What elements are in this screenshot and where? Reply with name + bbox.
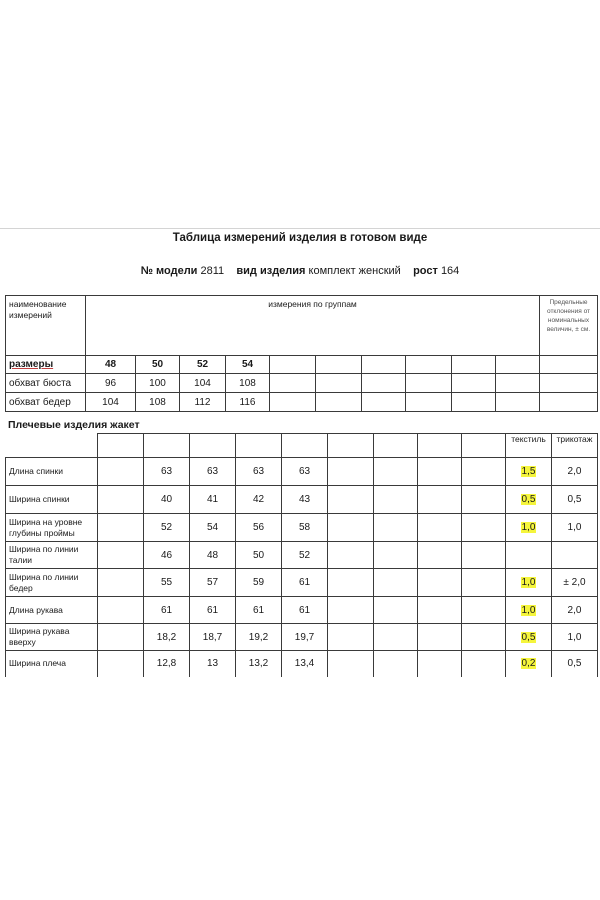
sizes-label: размеры — [9, 359, 54, 370]
table-cell: 18,2 — [144, 624, 190, 651]
table-cell: 41 — [190, 486, 236, 514]
sizes-row — [6, 356, 598, 374]
row-label: Длина спинки — [6, 458, 98, 486]
knit-header: трикотаж — [552, 434, 598, 458]
row-label: обхват бедер — [6, 393, 86, 412]
textile-tolerance: 1,0 — [521, 577, 536, 588]
name-column-header: наименование измерений — [6, 296, 86, 356]
row-label: Ширина плеча — [6, 651, 98, 677]
jacket-table — [5, 433, 598, 677]
table-cell: 48 — [190, 542, 236, 569]
row-label: Длина рукава — [6, 597, 98, 624]
type-value: комплект женский — [308, 265, 401, 277]
table-cell: 50 — [236, 542, 282, 569]
table-cell: 108 — [136, 393, 180, 412]
table-cell: 13 — [190, 651, 236, 677]
table-cell: 56 — [236, 514, 282, 542]
table-cell: 59 — [236, 569, 282, 597]
textile-tolerance: 0,2 — [521, 658, 536, 670]
table-row — [6, 486, 598, 514]
table-cell: 13,4 — [282, 651, 328, 677]
table-cell: 12,8 — [144, 651, 190, 677]
table-row — [6, 458, 598, 486]
page-title: Таблица измерений изделия в готовом виде — [172, 232, 428, 244]
table-cell: 104 — [86, 393, 136, 412]
textile-tolerance: 1,0 — [521, 522, 536, 533]
knit-tolerance: 2,0 — [552, 458, 598, 486]
table-row — [6, 514, 598, 542]
row-label: Ширина по линии талии — [6, 542, 98, 569]
table-cell: 96 — [86, 374, 136, 393]
table-cell: 108 — [226, 374, 270, 393]
textile-tolerance: 0,5 — [521, 494, 536, 505]
table-cell: 46 — [144, 542, 190, 569]
deviation-column-header: Предельные отклонения от номинальных величин, ± см. — [540, 296, 598, 356]
table-row — [6, 569, 598, 597]
model-line — [0, 265, 600, 277]
size-cell: 52 — [180, 356, 226, 374]
type-label: вид изделия — [236, 265, 306, 277]
table-cell: 57 — [190, 569, 236, 597]
size-cell: 48 — [86, 356, 136, 374]
table-cell: 63 — [236, 458, 282, 486]
row-label: Ширина по линии бедер — [6, 569, 98, 597]
table-cell: 42 — [236, 486, 282, 514]
table-cell: 112 — [180, 393, 226, 412]
textile-tolerance: 1,0 — [521, 604, 536, 616]
table-row — [6, 624, 598, 651]
row-label: Ширина рукава вверху — [6, 624, 98, 651]
table-cell: 63 — [144, 458, 190, 486]
table-cell: 63 — [190, 458, 236, 486]
model-label: № модели — [140, 265, 198, 277]
table-cell: 43 — [282, 486, 328, 514]
size-cell: 54 — [226, 356, 270, 374]
table-row — [6, 542, 598, 569]
table-cell: 54 — [190, 514, 236, 542]
row-label: обхват бюста — [6, 374, 86, 393]
table-cell: 61 — [282, 569, 328, 597]
table-cell: 63 — [282, 458, 328, 486]
textile-tolerance: 0,5 — [521, 631, 536, 643]
table-row — [6, 651, 598, 677]
height-label: рост — [413, 265, 438, 277]
textile-tolerance — [506, 542, 552, 569]
table-cell: 19,7 — [282, 624, 328, 651]
tolerance-header-row — [6, 434, 598, 458]
knit-tolerance: 0,5 — [552, 651, 598, 677]
table-cell: 61 — [236, 597, 282, 624]
table-cell: 100 — [136, 374, 180, 393]
table-row — [6, 597, 598, 624]
textile-tolerance: 1,5 — [521, 466, 536, 477]
section-title: Плечевые изделия жакет — [8, 419, 140, 431]
table-cell: 52 — [282, 542, 328, 569]
height-value: 164 — [440, 265, 460, 277]
knit-tolerance: 1,0 — [552, 624, 598, 651]
row-label: Ширина на уровне глубины проймы — [6, 514, 98, 542]
knit-tolerance — [552, 542, 598, 569]
table-cell: 18,7 — [190, 624, 236, 651]
table-cell: 19,2 — [236, 624, 282, 651]
knit-tolerance: 2,0 — [552, 597, 598, 624]
table-row — [6, 393, 598, 412]
page-top-rule — [0, 228, 600, 229]
header-row — [6, 296, 598, 356]
table-cell: 58 — [282, 514, 328, 542]
size-cell: 50 — [136, 356, 180, 374]
table-cell: 13,2 — [236, 651, 282, 677]
table-cell: 61 — [282, 597, 328, 624]
table-cell: 61 — [144, 597, 190, 624]
table-cell: 55 — [144, 569, 190, 597]
table-cell: 61 — [190, 597, 236, 624]
table-cell: 40 — [144, 486, 190, 514]
model-value: 2811 — [200, 265, 225, 277]
textile-header: текстиль — [506, 434, 552, 458]
row-label: Ширина спинки — [6, 486, 98, 514]
table-row — [6, 374, 598, 393]
table-cell: 52 — [144, 514, 190, 542]
sizes-table — [5, 295, 598, 412]
table-cell: 104 — [180, 374, 226, 393]
groups-column-header: измерения по группам — [86, 296, 540, 356]
knit-tolerance: 0,5 — [552, 486, 598, 514]
knit-tolerance: 1,0 — [552, 514, 598, 542]
knit-tolerance: ± 2,0 — [552, 569, 598, 597]
table-cell: 116 — [226, 393, 270, 412]
